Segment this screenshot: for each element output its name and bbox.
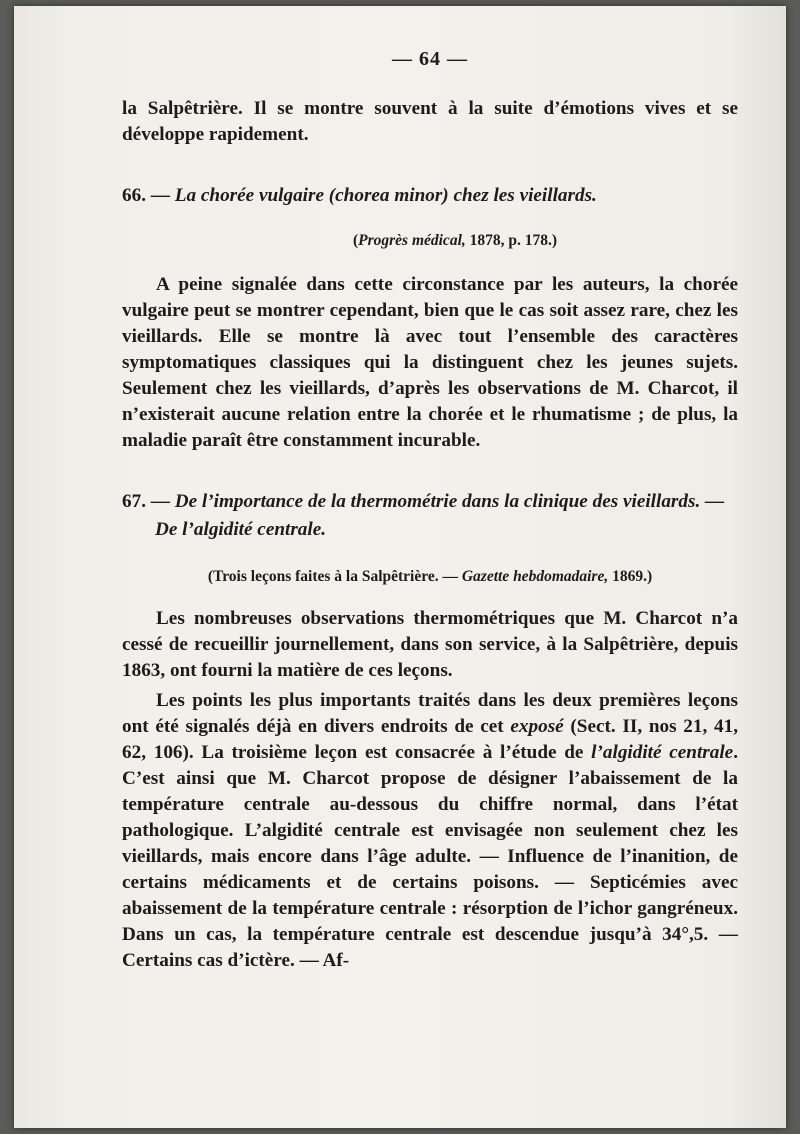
citation-end: 1869.): [608, 568, 653, 585]
section-67-number: 67. —: [122, 491, 170, 512]
text-block: [122, 46, 738, 974]
citation-rest: 1878, p. 178.): [465, 232, 558, 249]
body2-part-b: (Sect. II, nos 21, 41, 62, 106). La troisième leçon est consacrée à l’étude de: [122, 716, 738, 763]
section-67-citation: [122, 566, 738, 588]
body2-algidite: l’algidité centrale: [591, 742, 734, 763]
citation-open: (: [352, 232, 359, 249]
body2-part-c: . C’est ainsi que M. Charcot propose de désigner l’abaissement de la température centrale au-dessous du chiffre normal, dans l’état pathologique. L’algidité centrale est envisagée non seulement chez les vieillards, mais encore dans l’âge adulte. — Influence de l’inanition, de certains médicaments et de certains poisons. — Septicémies avec abaissement de la température centrale : résorption de l’ichor gangréneux. Dans un cas, la température centrale est descendue jusqu’à 34°,5. — Certains cas d’ictère. — Af-: [122, 742, 738, 971]
book-page: [14, 6, 786, 1128]
citation-source: Progrès médical,: [358, 232, 466, 249]
section-67-title: De l’importance de la thermométrie dans la clinique des vieillards. — De l’algidité centrale.: [155, 491, 725, 540]
section-66-number: 66. —: [122, 185, 170, 206]
section-66-heading: [122, 182, 738, 210]
citation-start: (Trois leçons faites à la Salpêtrière. —: [207, 568, 462, 585]
section-66-body: A peine signalée dans cette circonstance par les auteurs, la chorée vulgaire peut se montrer cependant, bien que le cas soit assez rare, chez les vieillards. Elle se montre là avec tout l’ensemble des caractères symptomatiques classiques qui la distinguent chez les jeunes sujets. Seulement chez les vieillards, d’après les observations de M. Charcot, il n’existerait aucune relation entre la chorée et le rhumatisme ; de plus, la maladie paraît être constamment incurable.: [122, 274, 738, 451]
section-67-heading: [122, 488, 738, 544]
section-66-title: La chorée vulgaire (chorea minor) chez les vieillards.: [174, 185, 597, 206]
intro-paragraph: la Salpêtrière. Il se montre souvent à la suite d’émotions vives et se développe rapidement.: [122, 98, 738, 145]
section-66-citation: [122, 230, 738, 252]
section-67-body-1: Les nombreuses observations thermométriques que M. Charcot n’a cessé de recueillir journellement, dans son service, à la Salpêtrière, depuis 1863, ont fourni la matière de ces leçons.: [122, 608, 738, 681]
page-number: — 64 —: [392, 48, 468, 70]
citation-source: Gazette hebdomadaire,: [461, 568, 609, 585]
body2-expose: exposé: [510, 716, 564, 737]
section-67-body-2: [122, 688, 738, 974]
body2-part-a: Les points les plus importants traités dans les deux premières leçons ont été signalés déjà en divers endroits de cet: [122, 690, 738, 737]
